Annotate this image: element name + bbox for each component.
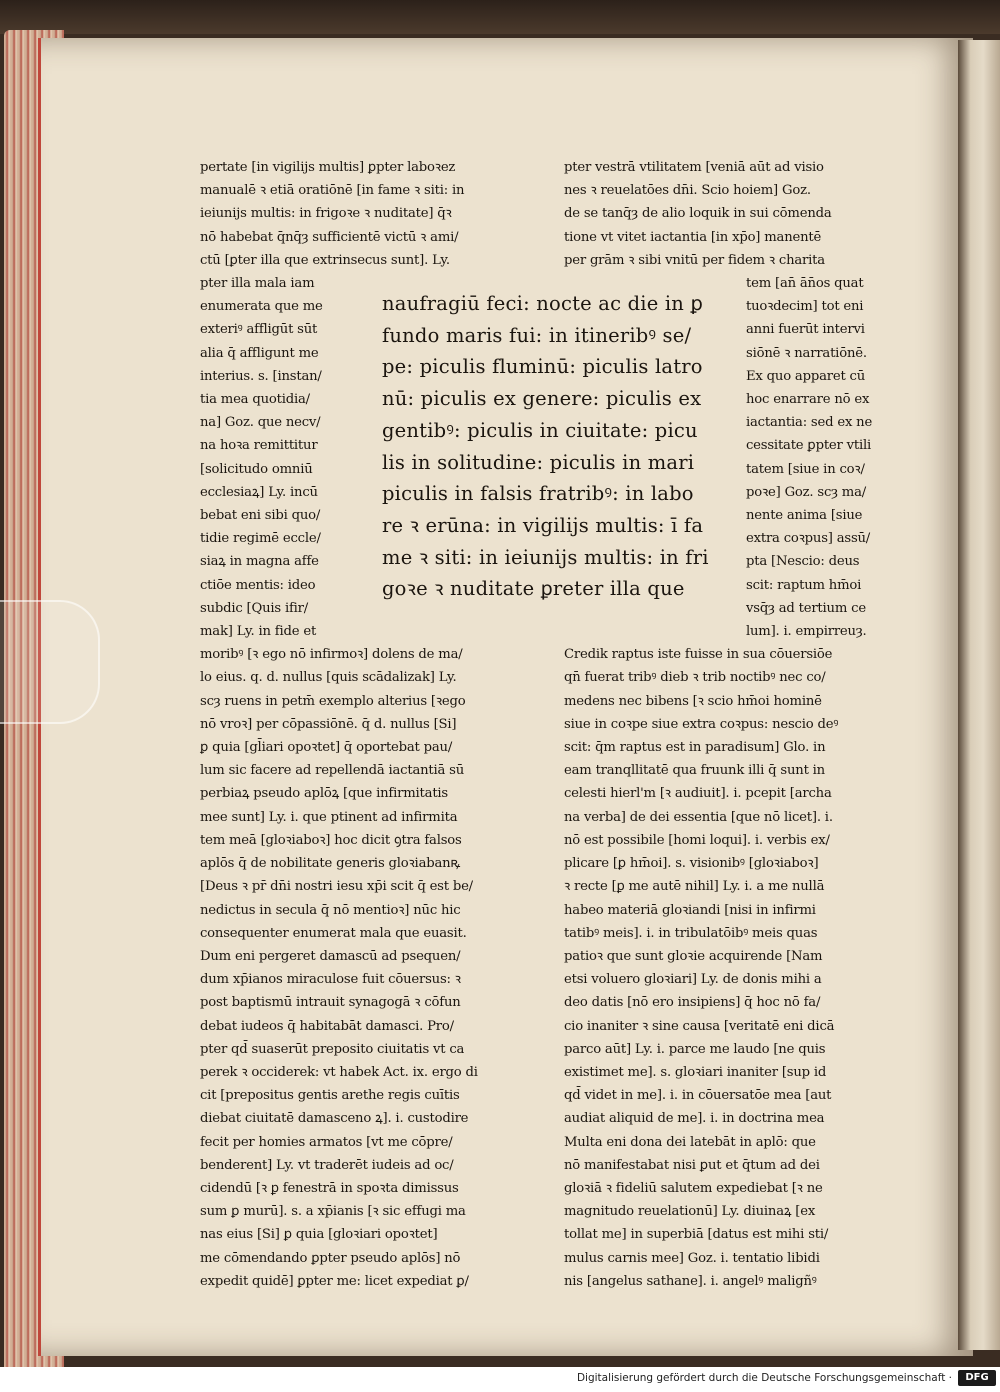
text-line: perbiaꝝ pseudo aplōꝝ [que infirmitatis [200,786,449,802]
text-line: pertate [in vigilijs multis] ꝑpter laboꝛez [200,160,456,175]
text-line: tatem [siue in coꝛ/ [746,461,865,477]
text-line: benderent] Ly. vt traderēt iudeis ad oc/ [200,1157,454,1173]
text-line: plicare [ꝑ hm̄oi]. s. visionibꝰ [gloꝛiaboꝛ] [564,856,819,872]
text-line: extra coꝛpus] assū/ [746,531,871,547]
text-line: tuoꝛdecim] tot eni [746,299,864,315]
text-line: audiat aliquid de me]. i. in doctrina mea [564,1111,825,1127]
text-line: bebat eni sibi quo/ [200,508,321,524]
text-line: ecclesiaꝝ] Ly. incū [200,484,318,500]
text-line: na verba] de dei essentia [que nō licet]. i. [564,809,833,825]
large-text-line: naufragiū feci: nocte ac die in ꝑ [382,292,704,315]
text-line: gloꝛiā ꝛ fideliū salutem expediebat [ꝛ ne [564,1180,823,1196]
text-line: poꝛe] Goz. scȝ ma/ [746,484,867,500]
text-line: mak] Ly. in fide et [200,624,317,640]
text-line: ieiunijs multis: in frigoꝛe ꝛ nuditate] q̄ꝛ [200,206,452,222]
large-text-line: pe: piculis fluminū: piculis latro [382,355,703,379]
right-text-column [564,156,914,1293]
text-line: diebat ciuitatē damasceno ꝝ]. i. custodire [200,1111,469,1127]
text-line: nedictus in secula q̄ nō mentioꝛ] nūc hic [200,902,461,918]
large-text-line: lis in solitudine: piculis in mari [382,450,695,474]
text-line: nente anima [siue [746,508,863,524]
page-clip [0,600,100,724]
text-line: tione vt vitet iactantia [in xp̄o] manentē [564,229,822,245]
text-line: tidie regimē eccle/ [200,531,321,547]
text-line: nes ꝛ reuelatōes dn̄i. Scio hoiem] Goz. [564,183,811,199]
text-line: scit: q̄m raptus est in paradisum] Glo. in [564,740,826,756]
text-line: [solicitudo omniū [200,461,313,477]
text-line: hoc enarrare nō ex [746,392,870,408]
facing-page-edge [958,40,1000,1350]
text-line: nis [angelus sathane]. i. angelꝰ maligñꝰ [564,1273,817,1289]
text-line: mee sunt] Ly. i. que ptinent ad infirmita [200,809,458,825]
text-line: tollat me] in superbiā [datus est mihi sti/ [564,1227,829,1243]
large-text-line: fundo maris fui: in itineribꝰ se/ [382,323,692,347]
text-line: lo eius. q. d. nullus [quis scādalizak] Ly. [200,670,457,686]
dfg-logo: DFG [958,1370,996,1386]
text-line: ctū [ꝑter illa que extrinsecus sunt]. Ly. [200,252,450,268]
text-line: pta [Nescio: deus [746,554,860,570]
text-line: fecit per homies armatos [vt me cōpre/ [200,1134,453,1150]
text-line: cessitate ꝑpter vtili [746,438,872,454]
text-line: dum xp̄ianos miraculose fuit cōuersus: ꝛ [200,972,461,988]
text-line: exteriꝰ affligūt sūt [200,322,318,338]
text-line: pter illa mala iam [200,276,315,292]
text-line: post baptismū intrauit synagogā ꝛ cōfun [200,995,461,1011]
text-line: na] Goz. que necv/ [200,415,321,431]
text-line: nō vroꝛ] per cōpassiōnē. q̄ d. nullus [Si] [200,716,457,732]
text-line: pter vestrā vtilitatem [veniā aūt ad visio [564,160,824,175]
large-text-line: me ꝛ siti: in ieiunijs multis: in fri [382,545,709,569]
text-line: ꝛ recte [ꝑ me autē nihil] Ly. i. a me nullā [564,879,825,895]
text-line: Ex quo apparet cū [746,368,866,384]
text-line: ctiōe mentis: ideo [200,577,316,593]
text-line: perek ꝛ occiderek: vt habek Act. ix. ergo di [200,1064,478,1080]
text-line: lum]. i. empirreuȝ. [746,624,867,640]
text-line: iactantia: sed ex ne [746,415,873,431]
text-line: vsq̄ȝ ad tertium ce [746,600,866,616]
text-line: deo datis [nō ero insipiens] q̄ hoc nō fa/ [564,995,821,1011]
text-line: interius. s. [instan/ [200,368,322,384]
text-line: scit: raptum hm̄oi [746,577,862,593]
text-line: cio inaniter ꝛ sine causa [veritatē eni dicā [564,1018,835,1034]
text-line: [Deus ꝛ pr̄ dn̄i nostri iesu xp̄i scit q̄ est be/ [200,879,473,895]
text-line: moribꝰ [ꝛ ego nō infirmoꝛ] dolens de ma/ [200,647,463,663]
text-line: aplōs q̄ de nobilitate generis gloꝛiabanꝶ [200,856,461,872]
text-line: alia q̄ affligunt me [200,345,319,361]
text-line: tem [an̄ ān̄os quat [746,276,864,292]
text-line: tatibꝰ meis]. i. in tribulatōibꝰ meis quas [564,925,818,941]
text-line: de se tanq̄ȝ de alio loquik in sui cōmenda [564,206,832,222]
text-line: qd̄ videt in me]. i. in cōuersatōe mea [aut [564,1088,832,1104]
large-text-line: goꝛe ꝛ nuditate ꝑreter illa que [382,577,685,601]
text-line: Multa eni dona dei latebāt in aplō: que [564,1134,816,1150]
text-line: nas eius [Si] ꝑ quia [gloꝛiari opoꝛtet] [200,1227,438,1243]
text-line: subdic [Quis ifir/ [200,600,309,616]
text-line: parco aūt] Ly. i. parce me laudo [ne quis [564,1041,826,1057]
text-line: tia mea quotidia/ [200,392,310,408]
large-text-line: gentibꝰ: piculis in ciuitate: picu [382,418,698,442]
text-line: eam tranqllitatē qua fruunk illi q̄ sunt in [564,763,825,779]
text-line: nō est possibile [homi loqui]. i. verbis ex/ [564,832,830,848]
text-line: tem meā [gloꝛiaboꝛ] hoc dicit ꝯtra falsos [200,832,462,848]
text-line: pter qd̄ suaserūt preposito ciuitatis vt ca [200,1041,465,1057]
text-line: etsi voluero gloꝛiari] Ly. de donis mihi a [564,972,822,988]
text-line: patioꝛ que sunt gloꝛie acquirende [Nam [564,948,823,964]
large-text-line: nū: piculis ex genere: piculis ex [382,387,702,411]
text-line: consequenter enumerat mala que euasit. [200,925,467,941]
text-line: nō habebat q̄nq̄ȝ sufficientē victū ꝛ ami/ [200,229,459,245]
text-line: mulus carnis mee] Goz. i. tentatio libidi [564,1250,820,1266]
text-line: celesti hierl'm [ꝛ audiuit]. i. pcepit [archa [564,786,832,802]
text-line: me cōmendando ꝑpter pseudo aplōs] nō [200,1250,461,1266]
funding-credit: Digitalisierung gefördert durch die Deutsche Forschungsgemeinschaft · [576,1372,952,1384]
text-line: cidendū [ꝛ ꝑ fenestrā in spoꝛta dimissus [200,1180,459,1196]
text-line: manualē ꝛ etiā oratiōnē [in fame ꝛ siti: in [200,183,465,199]
large-text-line: piculis in falsis fratribꝰ: in labo [382,482,694,506]
text-line: anni fuerūt intervi [746,322,865,338]
text-line: cit [prepositus gentis arethe regis cuītis [200,1088,460,1104]
text-line: na hoꝛa remittitur [200,438,318,454]
text-line: medens nec bibens [ꝛ scio hm̄oi hominē [564,693,822,709]
text-line: qn̄ fuerat tribꝰ dieb ꝛ trib noctibꝰ nec co/ [564,670,826,686]
text-line: existimet me]. s. gloꝛiari inaniter [sup id [564,1064,827,1080]
large-text-line: re ꝛ erūna: in vigilijs multis: ī fa [382,513,704,537]
text-line: siaꝝ in magna affe [200,554,319,570]
text-line: debat iudeos q̄ habitabāt damasci. Pro/ [200,1018,454,1034]
text-line: enumerata que me [200,299,323,315]
text-line: scȝ ruens in petm̄ exemplo alterius [ꝛego [200,693,466,709]
text-line: siue in coꝛpe siue extra coꝛpus: nescio deꝰ [564,716,839,732]
text-line: magnitudo reuelationū] Ly. diuinaꝝ [ex [564,1204,816,1220]
text-line: habeo materiā gloꝛiandi [nisi in infirmi [564,902,816,918]
text-line: sum ꝑ murū]. s. a xp̄ianis [ꝛ sic effugi ma [200,1204,466,1220]
text-line: nō manifestabat nisi ꝑut et q̄tum ad dei [564,1157,820,1173]
text-line: Dum eni pergeret damascū ad psequen/ [200,948,461,964]
text-line: expedit quidē] ꝑpter me: licet expediat ꝑ/ [200,1273,469,1289]
text-line: lum sic facere ad repellendā iactantiā sū [200,763,465,779]
text-line: ꝑ quia [gl̄iari opoꝛtet] q̄ oportebat pau/ [200,740,453,756]
text-line: Credik raptus iste fuisse in sua cōuersiōe [564,647,833,663]
text-line: siōnē ꝛ narratiōnē. [746,345,867,361]
book-binding-top [0,0,1000,34]
text-line: per grām ꝛ sibi vnitū per fidem ꝛ charita [564,252,825,268]
